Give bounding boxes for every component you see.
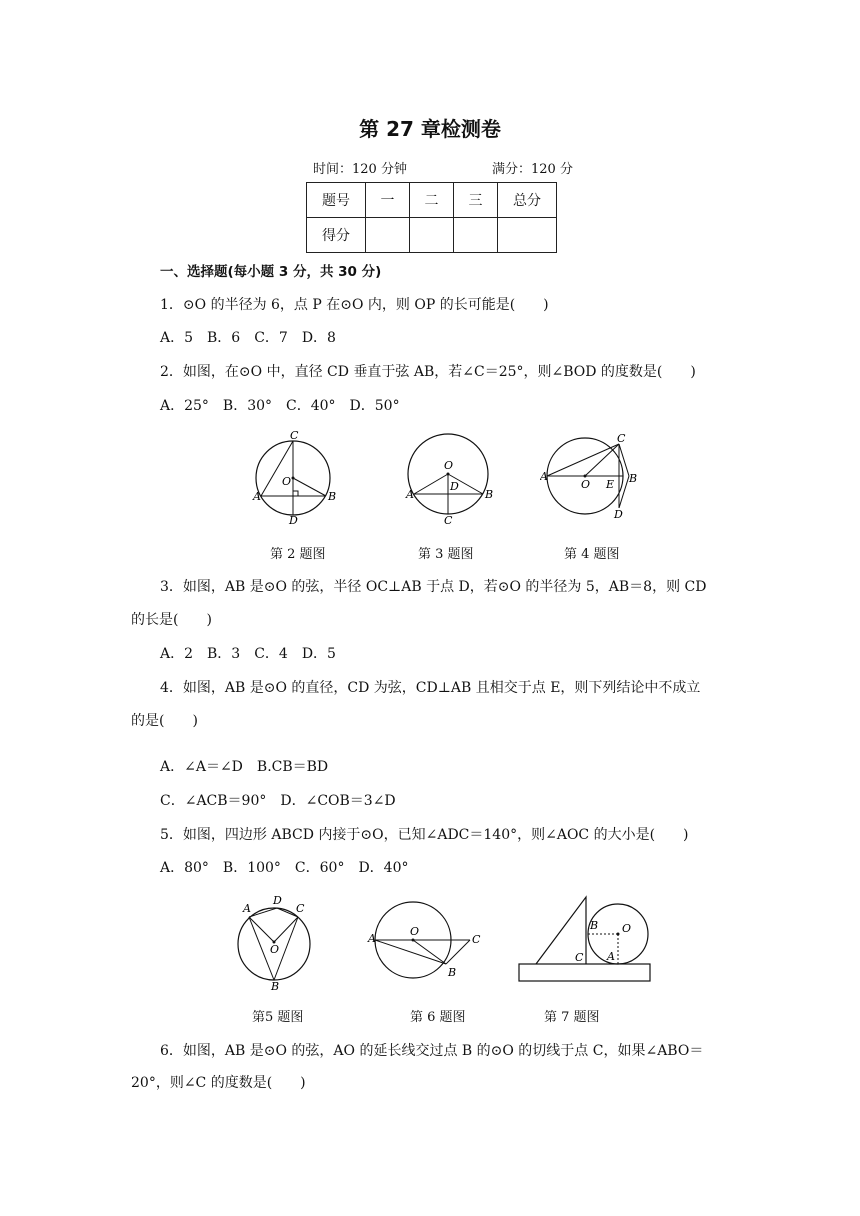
table-cell: 一 [366,183,410,218]
fig-label: O [410,925,420,938]
question-3-options: A．2 B．3 C．4 D．5 [160,646,336,662]
question-3-line-1: 3．如图，AB 是⊙O 的弦，半径 OC⊥AB 于点 D，若⊙O 的半径为 5，AB＝8，则 CD [160,579,707,595]
fig-label: B [328,490,337,503]
fig-label: A [368,932,376,945]
figure-6 [366,898,488,982]
fig-label: O [622,922,632,935]
fig-label: C [296,902,305,915]
figure-3-caption: 第 3 题图 [418,547,474,562]
question-4-options-1: A．∠A＝∠D B.CB＝BD [160,759,329,775]
table-cell: 题号 [307,183,366,218]
fig-label: B [590,919,599,932]
figure-5 [234,892,316,992]
fig-label: C [575,951,584,964]
question-1: 1．⊙O 的半径为 6，点 P 在⊙O 内，则 OP 的长可能是( ) [160,297,549,313]
fig-label: E [606,478,615,491]
section-heading: 一、选择题(每小题 3 分，共 30 分) [160,264,382,280]
figure-4-caption: 第 4 题图 [564,547,620,562]
question-4-line-2: 的是( ) [131,713,198,729]
figure-2 [248,428,340,526]
fig-label: B [448,966,457,979]
figure-2-caption: 第 2 题图 [270,547,326,562]
fig-label: O [581,478,591,491]
fig-label: A [607,950,615,963]
figure-4 [540,432,642,522]
fig-label: O [270,943,280,956]
fig-label: B [629,472,638,485]
table-row [307,218,557,253]
table-cell: 三 [454,183,498,218]
question-4-line-1: 4．如图，AB 是⊙O 的直径，CD 为弦，CD⊥AB 且相交于点 E，则下列结论中不成立 [160,680,701,696]
table-cell [498,218,557,253]
question-1-options: A．5 B．6 C．7 D．8 [160,330,336,346]
fig-label: D [273,894,282,907]
fig-label: A [253,490,261,503]
fig-label: O [282,475,292,488]
fig-label: B [485,488,494,501]
figure-6-caption: 第 6 题图 [410,1010,466,1025]
figure-3 [400,428,500,526]
question-6-line-1: 6．如图，AB 是⊙O 的弦，AO 的延长线交过点 B 的⊙O 的切线于点 C，如果∠ABO＝ [160,1043,704,1059]
fig-label: C [617,432,626,445]
table-cell: 总分 [498,183,557,218]
table-cell: 得分 [307,218,366,253]
fig-label: C [290,429,299,442]
fig-label: A [243,902,251,915]
question-2: 2．如图，在⊙O 中，直径 CD 垂直于弦 AB，若∠C＝25°，则∠BOD 的度数是( ) [160,364,696,380]
page-title: 第 27 章检测卷 [359,117,501,141]
fig-label: A [540,470,548,483]
table-cell [454,218,498,253]
question-5: 5．如图，四边形 ABCD 内接于⊙O，已知∠ADC＝140°，则∠AOC 的大小是( ) [160,827,689,843]
question-6-line-2: 20°，则∠C 的度数是( ) [131,1075,306,1091]
figure-7 [516,894,656,986]
time-info: 时间：120 分钟 [313,162,407,177]
question-3-line-2: 的长是( ) [131,612,212,628]
fig-label: C [472,933,481,946]
fig-label: B [271,980,280,992]
question-2-options: A．25° B．30° C．40° D．50° [160,398,400,414]
figure-5-caption: 第5 题图 [252,1010,304,1025]
table-cell [366,218,410,253]
fig-label: D [614,508,623,521]
fig-label: D [289,514,298,526]
fig-label: O [444,459,454,472]
table-cell: 二 [410,183,454,218]
fig-label: D [450,480,459,493]
fig-label: C [444,514,453,526]
figure-7-caption: 第 7 题图 [544,1010,600,1025]
question-4-options-2: C．∠ACB＝90° D．∠COB＝3∠D [160,793,396,809]
score-table [306,182,557,253]
score-info: 满分：120 分 [492,162,573,177]
table-cell [410,218,454,253]
fig-label: A [406,488,414,501]
question-5-options: A．80° B．100° C．60° D．40° [160,860,409,876]
table-row [307,183,557,218]
